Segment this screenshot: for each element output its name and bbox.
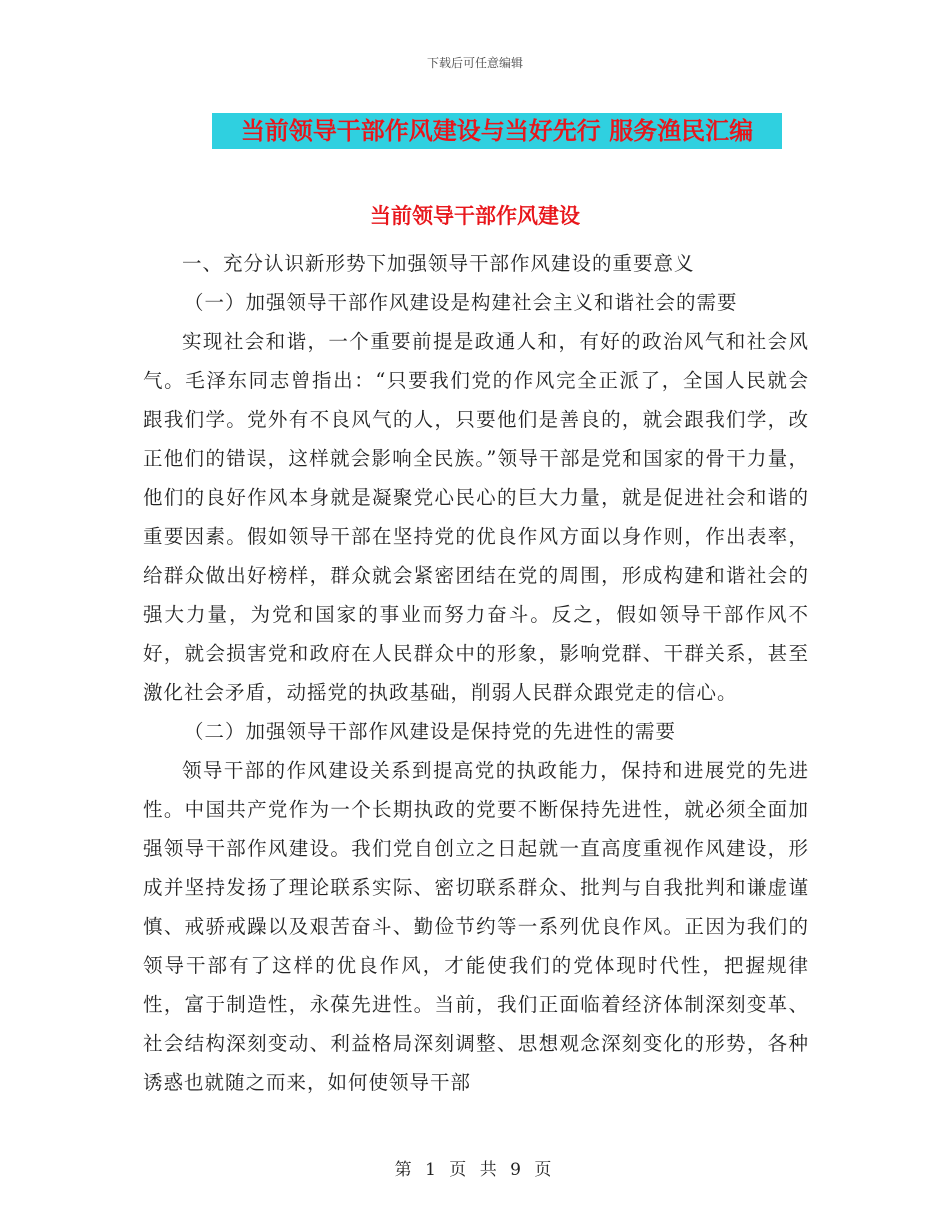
section-title: 当前领导干部作风建设: [370, 204, 580, 228]
subsection-heading: （二）加强领导干部作风建设是保持党的先进性的需要: [183, 720, 676, 743]
document-title: 当前领导干部作风建设与当好先行 服务渔民汇编: [240, 117, 754, 145]
body-paragraph: 实现社会和谐，一个重要前提是政通人和，有好的政治风气和社会风气。毛泽东同志曾指出：“只要我们党的作风完全正派了，全国人民就会跟我们学。党外有不良风气的人，只要他们是善良的，就会跟我们学，改正他们的错误，这样就会影响全民族。”领导干部是党和国家的骨干力量，他们的良好作风本身就是凝聚党心民心的巨大力量，就是促进社会和谐的重要因素。假如领导干部在坚持党的优良作风方面以身作则，作出表率，给群众做出好榜样，群众就会紧密团结在党的周围，形成构建和谐社会的强大力量，为党和国家的事业而努力奋斗。反之，假如领导干部作风不好，就会损害党和政府在人民群众中的形象，影响党群、干群关系，甚至激化社会矛盾，动摇党的执政基础，削弱人民群众跟党走的信心。: [143, 330, 809, 704]
title-highlight: [212, 113, 782, 149]
page-header-note: 下载后可任意编辑: [426, 56, 523, 70]
subsection-heading: （一）加强领导干部作风建设是构建社会主义和谐社会的需要: [183, 291, 738, 314]
page-number: 第 1 页 共 9 页: [394, 1160, 556, 1180]
body-paragraph: 领导干部的作风建设关系到提高党的执政能力，保持和进展党的先进性。中国共产党作为一个长期执政的党要不断保持先进性，就必须全面加强领导干部作风建设。我们党自创立之日起就一直高度重视作风建设，形成并坚持发扬了理论联系实际、密切联系群众、批判与自我批判和谦虚谨慎、戒骄戒躁以及艰苦奋斗、勤俭节约等一系列优良作风。正因为我们的领导干部有了这样的优良作风，才能使我们的党体现时代性，把握规律性，富于制造性，永葆先进性。当前，我们正面临着经济体制深刻变革、社会结构深刻变动、利益格局深刻调整、思想观念深刻变化的形势，各种诱惑也就随之而来，如何使领导干部: [143, 759, 809, 1094]
section-heading: 一、充分认识新形势下加强领导干部作风建设的重要意义: [182, 252, 695, 275]
document-body: [143, 244, 809, 1102]
